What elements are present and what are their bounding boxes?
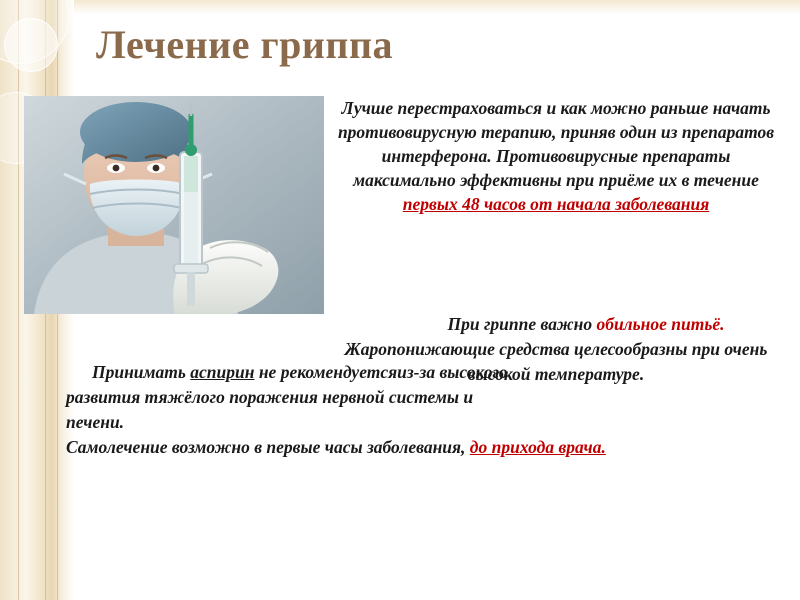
paragraph-middle-highlight: обильное питьё. — [596, 314, 725, 334]
doctor-with-syringe-photo — [24, 96, 324, 314]
paragraph-top — [330, 96, 782, 216]
decorative-top-strip — [74, 0, 800, 14]
paragraph-top-line-2: можно раньше начать противовирусную — [337, 98, 771, 142]
page-title: Лечение гриппа — [96, 22, 393, 67]
paragraph-bottom-line-1 — [66, 360, 782, 385]
paragraph-middle-prefix: При гриппе важно — [447, 314, 597, 334]
paragraph-top-line-6: максимально эффективны — [353, 170, 562, 190]
paragraph-bottom-line-4-text: Самолечение возможно в первые часы заболевания, — [66, 437, 466, 457]
paragraph-top-line-4: интерферона. — [381, 146, 492, 166]
paragraph-bottom — [66, 360, 782, 460]
paragraph-middle-line-2: Жаропонижающие средства целесообразны — [344, 339, 688, 359]
paragraph-top-line-1: Лучше перестраховаться и как — [341, 98, 587, 118]
photo-illustration — [24, 96, 324, 314]
paragraph-bottom-line-4 — [66, 435, 782, 460]
paragraph-bottom-line-3: печени. — [66, 412, 125, 432]
paragraph-bottom-highlight: до прихода врача. — [469, 437, 606, 457]
paragraph-top-line-5: Противовирусные препараты — [495, 146, 731, 166]
paragraph-top-line-7: при приёме их в течение — [566, 170, 759, 190]
band-line-1 — [18, 0, 19, 600]
paragraph-bottom-underlined-term: аспирин — [190, 362, 255, 382]
paragraph-top-highlight: первых 48 часов от начала заболевания — [402, 194, 710, 214]
band-circle-medium — [4, 18, 58, 72]
paragraph-bottom-line-2: развития тяжёлого поражения нервной системы и — [66, 387, 474, 407]
paragraph-middle-line-3: при очень высокой температуре. — [467, 339, 768, 384]
paragraph-top-line-3: терапию, приняв один из препаратов — [481, 122, 775, 142]
paragraph-bottom-suffix: не рекомендуетсяиз-за высокого — [254, 362, 508, 382]
paragraph-bottom-prefix: Принимать — [92, 362, 191, 382]
